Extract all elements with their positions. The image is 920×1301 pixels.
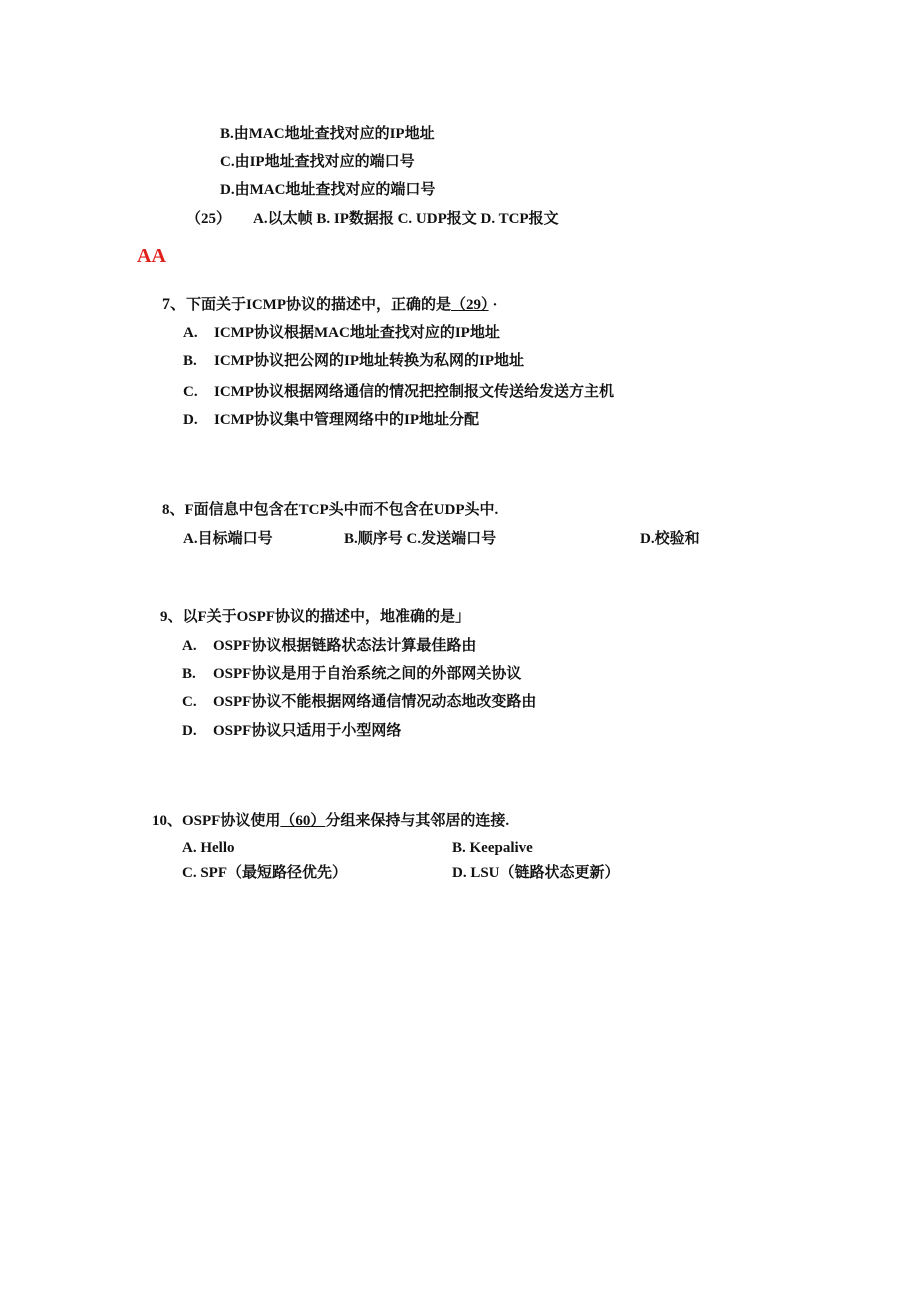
option-text: OSPF协议只适用于小型网络 <box>213 723 402 739</box>
option-text: OSPF协议根据链路状态法计算最佳路由 <box>213 638 477 654</box>
q10-blank: （60） <box>280 813 326 829</box>
q10-option-b: B. Keepalive <box>452 840 533 856</box>
q9-option-c <box>182 692 536 712</box>
q8-option-d: D.校验和 <box>640 531 700 547</box>
q8-stem: 8、F面信息中包含在TCP头中而不包含在UDP头中. <box>162 502 499 518</box>
option-letter: C. <box>183 384 198 400</box>
q10-stem-post: 分组来保持与其邻居的连接. <box>325 813 510 829</box>
q7-stem-text: 下面关于ICMP协议的描述中，正确的是 <box>186 297 452 313</box>
option-text: OSPF协议不能根据网络通信情况动态地改变路由 <box>213 694 537 710</box>
q7-option-b <box>183 351 524 371</box>
q25-options: A.以太帧 B. IP数据报 C. UDP报文 D. TCP报文 <box>253 211 559 227</box>
option-letter: B. <box>182 666 196 682</box>
q10-option-d: D. LSU（链路状态更新） <box>452 865 620 881</box>
q10-stem <box>152 811 509 831</box>
option-letter: B. <box>183 353 197 369</box>
option-letter: A. <box>183 325 198 341</box>
q7-tail: · <box>492 297 498 313</box>
q6-option-b: B.由MAC地址查找对应的IP地址 <box>220 126 435 142</box>
option-letter: C. <box>182 694 197 710</box>
q8-option-bc: B.顺序号 C.发送端口号 <box>344 531 497 547</box>
option-text: ICMP协议集中管理网络中的IP地址分配 <box>214 412 479 428</box>
option-text: OSPF协议是用于自治系统之间的外部网关协议 <box>213 666 522 682</box>
q9-stem: 9、以F关于OSPF协议的描述中，地准确的是」 <box>160 609 470 625</box>
q25-number: （25） <box>186 211 232 227</box>
q8-option-a: A.目标端口号 <box>183 531 273 547</box>
q25-line <box>186 209 559 229</box>
answer-mark: AA <box>137 245 166 267</box>
q6-option-d: D.由MAC地址查找对应的端口号 <box>220 182 436 198</box>
q7-option-a <box>183 323 500 343</box>
option-text: ICMP协议根据MAC地址查找对应的IP地址 <box>214 325 500 341</box>
q7-option-d <box>183 410 479 430</box>
option-text: ICMP协议根据网络通信的情况把控制报文传送给发送方主机 <box>214 384 614 400</box>
q6-option-c: C.由IP地址查找对应的端口号 <box>220 154 415 170</box>
q10-stem-pre: 10、OSPF协议使用 <box>152 813 281 829</box>
q9-option-a <box>182 636 476 656</box>
q7-stem <box>162 295 498 315</box>
q10-option-a: A. Hello <box>182 840 235 856</box>
option-letter: D. <box>183 412 198 428</box>
option-text: ICMP协议把公网的IP地址转换为私网的IP地址 <box>214 353 524 369</box>
option-letter: D. <box>182 723 197 739</box>
q9-option-d <box>182 721 401 741</box>
q10-option-c: C. SPF（最短路径优先） <box>182 865 348 881</box>
q7-option-c <box>183 382 614 402</box>
q7-blank: （29） <box>451 297 489 313</box>
q9-option-b <box>182 664 521 684</box>
option-letter: A. <box>182 638 197 654</box>
q7-number: 7、 <box>162 296 187 313</box>
